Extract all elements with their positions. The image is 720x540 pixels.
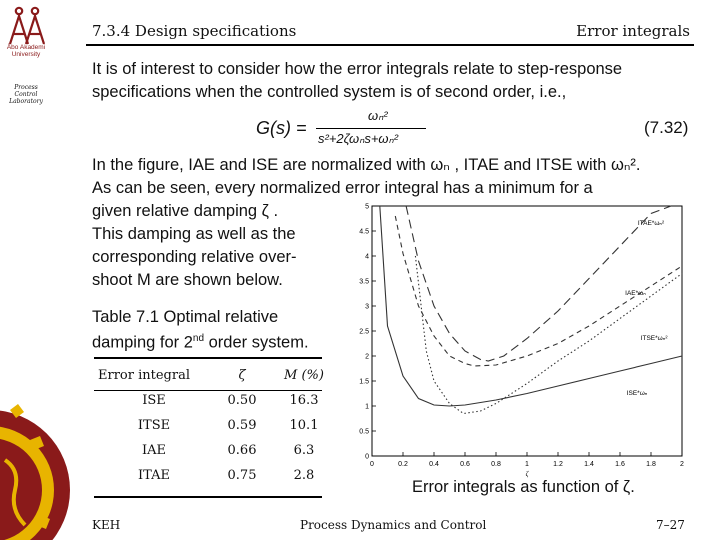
lab-name: Process Control Laboratory <box>9 84 43 105</box>
equation-denominator: s²+2ζωₙs+ωₙ² <box>318 131 399 146</box>
table-cell: ITAE <box>138 468 170 483</box>
table-caption <box>92 306 309 354</box>
y-tick-label: 0 <box>365 453 369 461</box>
x-axis-label: ζ <box>525 470 529 478</box>
y-tick-label: 5 <box>365 203 369 211</box>
table-row <box>92 463 340 488</box>
table-row <box>92 438 340 463</box>
table-cell: 2.8 <box>293 468 315 483</box>
university-name: Åbo Akademi University <box>6 44 46 58</box>
table-header-cell: Error integral <box>98 367 190 383</box>
y-tick-label: 1.5 <box>359 378 369 386</box>
x-tick-label: 0.6 <box>460 461 470 468</box>
body-line-5: given relative damping ζ . <box>92 202 279 220</box>
body-line-1: It is of interest to consider how the error integrals relate to step-response <box>92 60 623 78</box>
body-line-3: In the figure, IAE and ISE are normalized with ωₙ , ITAE and ITSE with ωₙ². <box>92 156 641 174</box>
x-tick-label: 1.4 <box>584 461 594 468</box>
header-divider <box>86 44 694 46</box>
table-cell: 6.3 <box>293 443 315 458</box>
table-cell: 0.59 <box>227 418 257 433</box>
y-tick-label: 1 <box>365 403 369 411</box>
x-tick-label: 1.8 <box>646 461 656 468</box>
itae-curve <box>406 206 671 361</box>
body-line-4: As can be seen, every normalized error integral has a minimum for a <box>92 179 593 197</box>
x-tick-label: 1.6 <box>615 461 625 468</box>
table-caption-line-2: damping for 2nd order system. <box>92 333 309 352</box>
sidebar <box>0 0 66 540</box>
body-line-6: This damping as well as the <box>92 225 296 243</box>
fraction-bar <box>316 128 426 129</box>
optimal-damping-table <box>92 362 340 488</box>
table-top-rule <box>94 357 322 359</box>
x-tick-label: 0 <box>370 461 374 468</box>
equation-lhs: G(s) = <box>256 118 307 138</box>
y-tick-label: 3.5 <box>359 278 369 286</box>
university-seal-icon <box>0 380 72 540</box>
y-tick-label: 0.5 <box>359 428 369 436</box>
x-tick-label: 0.2 <box>398 461 408 468</box>
university-logo-icon <box>4 6 50 46</box>
y-tick-label: 3 <box>365 303 369 311</box>
x-tick-label: 0.4 <box>429 461 439 468</box>
table-header-row <box>92 362 340 388</box>
table-row <box>92 413 340 438</box>
x-tick-label: 1.2 <box>553 461 563 468</box>
curve-label-itse: ITSE*ωₙ² <box>640 335 668 342</box>
footer-course: Process Dynamics and Control <box>300 518 487 532</box>
table-header-cell: M (%) <box>284 367 324 383</box>
table-bottom-rule <box>94 496 322 498</box>
table-cell: 0.50 <box>227 393 257 408</box>
table-caption-line-1: Table 7.1 Optimal relative <box>92 308 279 326</box>
error-integral-chart <box>352 198 692 480</box>
x-tick-label: 0.8 <box>491 461 501 468</box>
x-tick-label: 1 <box>525 461 529 468</box>
table-cell: 0.75 <box>227 468 257 483</box>
page-title: Error integrals <box>576 22 690 40</box>
table-cell: ISE <box>142 393 166 408</box>
body-line-8: shoot M are shown below. <box>92 271 283 289</box>
table-cell: 10.1 <box>289 418 319 433</box>
equation-numerator: ωₙ² <box>368 108 388 123</box>
section-heading: 7.3.4 Design specifications <box>92 22 297 40</box>
table-cell: IAE <box>141 443 166 458</box>
table-row <box>92 388 340 413</box>
table-cell: 16.3 <box>289 393 319 408</box>
table-header-cell: ζ <box>238 367 246 383</box>
y-tick-label: 2.5 <box>359 328 369 336</box>
equation-number: (7.32) <box>644 118 689 137</box>
curve-label-iae: IAE*ωₙ <box>625 290 646 297</box>
figure-caption: Error integrals as function of ζ. <box>412 478 635 496</box>
body-line-7: corresponding relative over- <box>92 248 297 266</box>
body-line-2: specifications when the controlled system is of second order, i.e., <box>92 83 567 101</box>
y-tick-label: 4 <box>365 253 369 261</box>
footer-author: KEH <box>92 518 121 532</box>
x-tick-label: 2 <box>680 461 684 468</box>
table-cell: ITSE <box>137 418 171 433</box>
plot-frame <box>372 206 682 456</box>
curve-label-ise: ISE*ωₙ <box>626 390 648 397</box>
curve-label-itae: ITAE*ωₙ² <box>637 220 665 227</box>
y-tick-label: 4.5 <box>359 228 369 236</box>
footer-page-number: 7–27 <box>656 518 685 532</box>
table-cell: 0.66 <box>227 443 257 458</box>
y-tick-label: 2 <box>365 353 369 361</box>
